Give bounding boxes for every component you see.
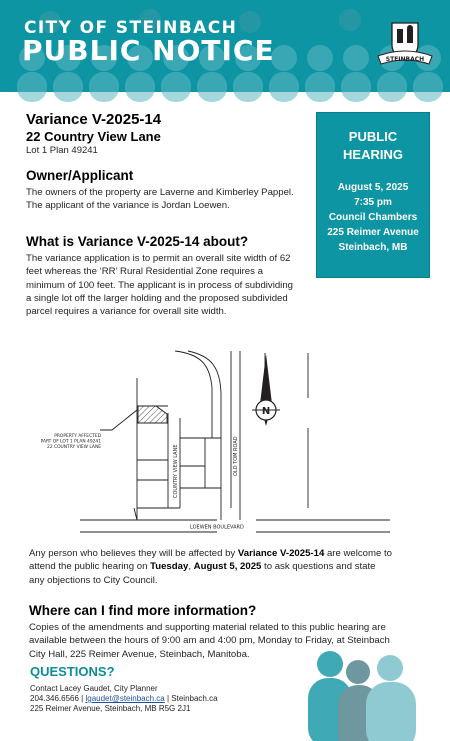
north-arrow-icon [252,354,280,426]
hearing-street: 225 Reimer Avenue [327,227,419,238]
public-hearing-invitation [29,547,425,587]
affected-property-hatch [138,406,167,423]
info-line: Copies of the amendments and supporting material related to this public hearing are [29,622,386,633]
owner-line: The applicant of the variance is Jordan Loewen. [26,200,230,212]
country-view-lane-label: COUNTRY VIEW LANE [173,444,179,498]
about-paragraph [26,252,293,318]
lot-plan: Lot 1 Plan 49241 [26,145,98,156]
contact-details [30,694,218,703]
hearing-label-line2: HEARING [343,147,403,162]
variance-title: Variance V-2025-14 [26,111,162,128]
hearing-venue: Council Chambers [328,212,418,223]
owner-line: The owners of the property are Laverne and Kimberley Pappel. [26,187,294,198]
about-line: feet whereas the ‘RR’ Rural Residential Zone requires a [26,266,263,278]
info-heading: Where can I find more information? [29,603,257,618]
contact-email-link[interactable]: lgaudet@steinbach.ca [85,694,165,703]
property-label-line: PROPERTY AFFECTED [54,434,101,439]
footer-people-decoration [300,648,450,741]
notice-text: Any person who believes they will be affected by [29,548,238,559]
about-line: The variance application is to permit an overall site width of 62 [26,253,291,264]
public-notice-title: PUBLIC NOTICE [22,34,275,67]
hearing-city: Steinbach, MB [338,242,408,253]
header-banner [0,0,450,92]
contact-name: Contact Lacey Gaudet, City Planner [30,684,158,693]
hearing-label [317,128,429,164]
about-heading: What is Variance V-2025-14 about? [26,234,249,249]
hearing-details [317,180,429,255]
about-line: minimum of 100 feet. The applicant is in process of subdividing [26,279,293,291]
contact-address: 225 Reimer Avenue, Steinbach, MB R5G 2J1 [30,704,191,713]
info-line: available between the hours of 9:00 am and 4:00 pm, Monday to Friday, at Steinbach [29,635,390,647]
contact-phone: 204.346.6566 | [30,694,86,703]
north-label: N [261,406,271,417]
property-label-line: 22 COUNTRY VIEW LANE [47,445,101,450]
contact-website: | Steinbach.ca [164,694,218,703]
info-line: City Hall, 225 Reimer Avenue, Steinbach, Manitoba. [29,648,250,660]
notice-variance-bold: Variance V-2025-14 [237,548,325,559]
notice-text: are welcome to [324,548,393,559]
questions-heading: QUESTIONS? [30,664,115,679]
notice-day-bold: Tuesday [150,561,189,573]
old-tom-road-label: OLD TOM ROAD [233,436,239,476]
hearing-time: 7:35 pm [354,197,392,208]
location-map [40,348,390,538]
owner-heading: Owner/Applicant [26,168,134,183]
crest-label: STEINBACH [385,56,425,63]
notice-text: any objections to City Council. [29,574,158,586]
notice-text: attend the public hearing on [29,561,151,573]
city-name: CITY OF STEINBACH [24,18,238,38]
notice-text: to ask questions and state [261,561,376,573]
city-crest-logo [376,20,434,66]
about-line: a single lot off the larger holding and the proposed subdivided [26,292,288,304]
owner-paragraph [26,186,294,213]
notice-text: , [188,561,194,573]
hearing-date: August 5, 2025 [337,182,409,193]
loewen-boulevard-label: LOEWEN BOULEVARD [190,524,244,531]
notice-date-bold: August 5, 2025 [193,561,262,573]
property-label-line: PART OF LOT 1 PLAN 49241 [40,439,101,445]
hearing-label-line1: PUBLIC [348,129,398,144]
about-line: parcel requires a variance for overall site width. [26,306,227,318]
variance-address: 22 Country View Lane [26,129,161,144]
public-hearing-box [316,112,430,278]
